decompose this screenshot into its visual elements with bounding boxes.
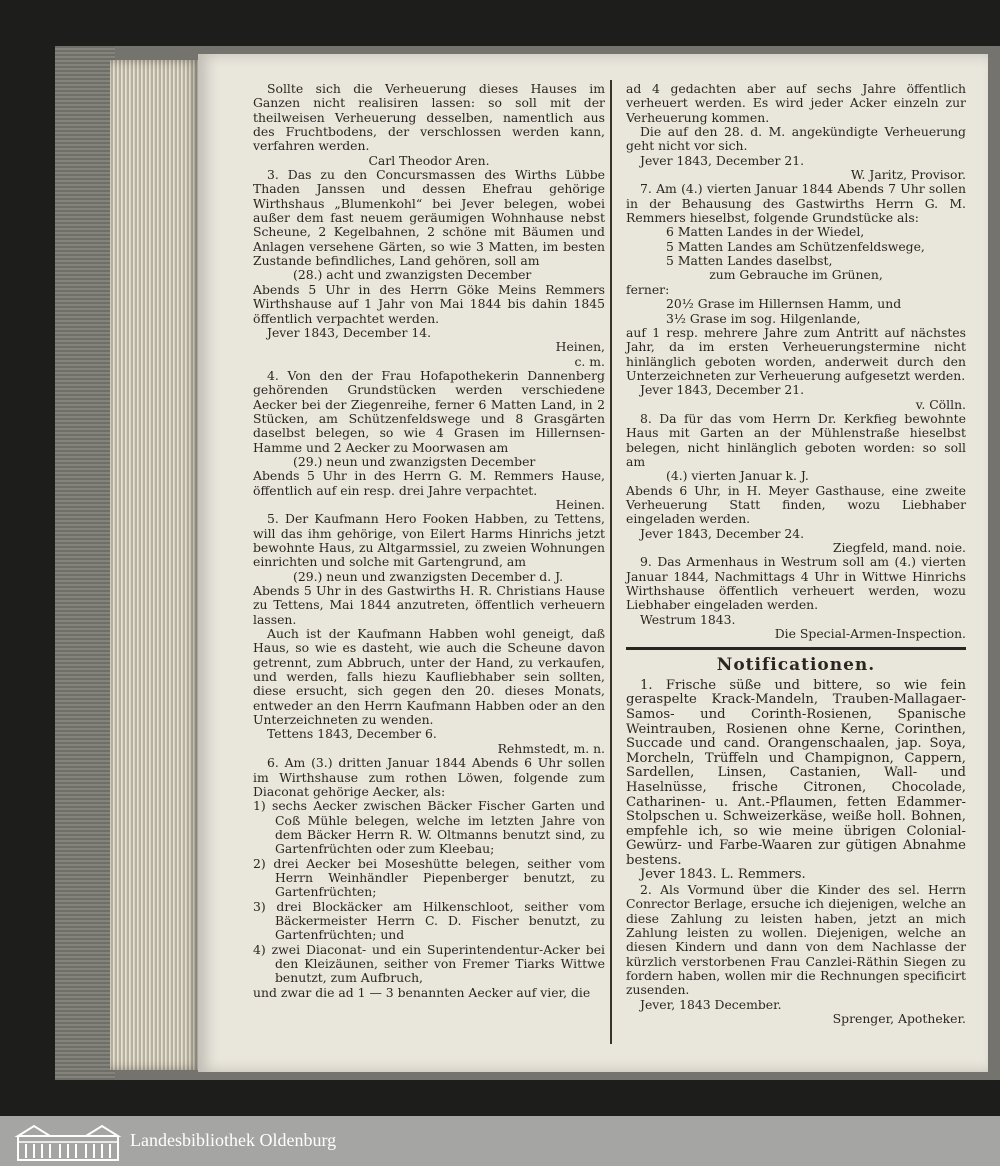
text-paragraph: (29.) neun und zwanzigsten December d. J. xyxy=(293,568,564,584)
text-paragraph: (4.) vierten Januar k. J. xyxy=(666,468,809,484)
page-stack-edges xyxy=(110,60,200,1070)
footer-bar xyxy=(0,1116,1000,1166)
centered-line: Carl Theodor Aren. xyxy=(368,152,490,168)
text-paragraph: Abends 5 Uhr in des Herrn Göke Meins Remmers Wirthshause auf 1 Jahr von Mai 1844 bis dahin 1845 öffentlich verpachtet werden. xyxy=(253,281,605,326)
list-item: 4) zwei Diaconat- und ein Superintendentur-Acker bei den Kleizäunen, seither von Fremer Tiarks Wittwe benutzt, zum Aufbruch, xyxy=(253,941,605,986)
text-paragraph: (28.) acht und zwanzigsten December xyxy=(293,267,532,283)
text-paragraph: 2. Als Vormund über die Kinder des sel. Herrn Conrector Berlage, ersuche ich diejenigen, welche an diese Zahlung zu leisten haben, jetzt an mich Zahlung leisten zu wollen. Diejenigen, welche an diesen Kindern und dann von dem Nachlasse der kürzlich verstorbenen Frau Canzlei-Räthin Siegen zu fordern haben, wollen mir die Rechnungen specificirt zusenden. xyxy=(626,882,966,998)
text-paragraph: ferner: xyxy=(626,281,670,297)
text-paragraph: Jever, 1843 December. xyxy=(640,996,782,1012)
signature-line: Sprenger, Apotheker. xyxy=(832,1011,966,1027)
column-divider xyxy=(610,80,612,1044)
text-paragraph: Westrum 1843. xyxy=(640,611,736,627)
text-paragraph: 4. Von den der Frau Hofapothekerin Dannenberg gehörenden Grundstücken werden verschiedene Aecker bei der Ziegenreihe, ferner 6 Matten Land, in 2 Stücken, am Schützenfeldswege und 8 Grasgärten daselbst belegen, so wie 4 Grasen im Hillernsen-Hamme und 2 Aecker zu Moorwasen am xyxy=(253,367,605,455)
text-paragraph: Jever 1843. L. Remmers. xyxy=(640,867,806,883)
text-paragraph: 1. Frische süße und bittere, so wie fein geraspelte Krack-Mandeln, Trauben-Mallagaer-Samos- und Corinth-Rosienen, Spanische Weintrauben, Rosienen ohne Kerne, Corinthen, Succade und cand. Orangenschaalen, jap. Soya, Morcheln, Trüffeln und Champignon, Cappern, Sardellen, Linsen, Castanien, Wall- und Haselnüsse, frische Citronen, Chocolade, Catharinen- u. Ant.-Pflaumen, fetten Edammer-Stolpschen u. Schweizerkäse, weiße holl. Bohnen, empfehle ich, so wie meine übrigen Colonial- Gewürz- und Farbe-Waaren zur gütigen Abnahme bestens. xyxy=(626,677,966,868)
signature-line: Rehmstedt, m. n. xyxy=(497,740,605,756)
signature-line: Heinen, xyxy=(555,339,605,355)
signature-line: Heinen. xyxy=(555,496,605,512)
document-page xyxy=(198,54,988,1072)
text-paragraph: Jever 1843, December 14. xyxy=(267,324,432,340)
text-paragraph: Abends 6 Uhr, in H. Meyer Gasthause, eine zweite Verheuerung Statt finden, wozu Liebhaber eingeladen werden. xyxy=(626,482,966,527)
text-paragraph: Auch ist der Kaufmann Habben wohl geneigt, daß Haus, so wie es dasteht, wie auch die Scheune davon getrennt, zum Abbruch, unter der Hand, zu verkaufen, und werden, falls hiezu Kaufliebhaber sein sollten, diese ersucht, sich gegen den 20. dieses Monats, entweder an den Herrn Kaufmann Habben oder an den Unterzeichneten zu wenden. xyxy=(253,626,605,728)
signature-line: Die Special-Armen-Inspection. xyxy=(774,626,966,642)
text-paragraph: Abends 5 Uhr in des Herrn G. M. Remmers Hause, öffentlich auf ein resp. drei Jahre verpachtet. xyxy=(253,468,605,498)
text-paragraph: Die auf den 28. d. M. angekündigte Verheuerung geht nicht vor sich. xyxy=(626,124,966,154)
text-paragraph: Abends 5 Uhr in des Gastwirths H. R. Christians Hause zu Tettens, Mai 1844 anzutreten, öffentlich verheuern lassen. xyxy=(253,583,605,627)
text-paragraph: Jever 1843, December 21. xyxy=(640,152,805,168)
text-paragraph: 6. Am (3.) dritten Januar 1844 Abends 6 Uhr sollen im Wirthshause zum rothen Löwen, folgende zum Diaconat gehörige Aecker, als: xyxy=(253,755,605,799)
list-item: 1) sechs Aecker zwischen Bäcker Fischer Garten und Coß Mühle belegen, welche im letzten Jahre von dem Bäcker Herrn R. W. Oltmanns benutzt sind, zu Gartenfrüchten oder zum Kleebau; xyxy=(253,798,605,857)
text-paragraph: (29.) neun und zwanzigsten December xyxy=(293,453,536,469)
signature-line: W. Jaritz, Provisor. xyxy=(850,167,966,183)
signature-line: v. Cölln. xyxy=(915,396,966,412)
text-paragraph: 7. Am (4.) vierten Januar 1844 Abends 7 Uhr sollen in der Behausung des Gastwirths Herrn G. M. Remmers hieselbst, folgende Grundstücke als: xyxy=(626,181,966,226)
text-paragraph: auf 1 resp. mehrere Jahre zum Antritt auf nächstes Jahr, da im ersten Verheuerungstermine nicht hinlänglich geboten worden, anderweit durch den Unterzeichneten zur Verheuerung aufgesetzt werden. xyxy=(626,324,966,383)
library-building-icon xyxy=(14,1120,122,1162)
text-paragraph: Sollte sich die Verheuerung dieses Hauses im Ganzen nicht realisiren lassen: so soll mit der theilweisen Verheuerung desselben, namentlich aus des Fruchtbodens, der verschlossen werden kann, verfahren werden. xyxy=(253,81,605,154)
text-paragraph: 5. Der Kaufmann Hero Fooken Habben, zu Tettens, will das ihm gehörige, von Eilert Harms Hinrichs jetzt bewohnte Haus, zu Altgarmssiel, zu zweien Wohnungen einrichten und solche mit Gartengrund, am xyxy=(253,511,605,570)
text-paragraph: 9. Das Armenhaus in Westrum soll am (4.) vierten Januar 1844, Nachmittags 4 Uhr in Wittwe Hinrichs Wirthshause öffentlich verheuert werden, wozu Liebhaber eingeladen werden. xyxy=(626,554,966,613)
text-paragraph: 8. Da für das vom Herrn Dr. Kerkfieg bewohnte Haus mit Garten an der Mühlenstraße hieselbst belegen, nicht hinlänglich geboten worden: so soll am xyxy=(626,410,966,469)
book-spine-edge xyxy=(55,46,115,1080)
text-paragraph: 3. Das zu den Concursmassen des Wirths Lübbe Thaden Janssen und dessen Ehefrau gehörige Wirthshaus „Blumenkohl“ bei Jever belegen, wobei außer dem fast neuem geräumigen Wohnhause nebst Scheune, 2 Kegelbahnen, 2 schöne mit Bäumen und Anlagen versehene Gärten, so wie 3 Matten, im besten Zustande befindliches, Land gehören, soll am xyxy=(253,167,605,269)
text-paragraph: Jever 1843, December 21. xyxy=(640,382,805,398)
list-item: 2) drei Aecker bei Moseshütte belegen, seither vom Herrn Weinhändler Piepenberger benutzt, zu Gartenfrüchten; xyxy=(253,855,605,900)
text-paragraph: 20½ Grase im Hillernsen Hamm, und xyxy=(666,296,902,312)
section-divider xyxy=(626,647,966,650)
text-paragraph: Jever 1843, December 24. xyxy=(640,525,805,541)
text-paragraph: und zwar die ad 1 — 3 benannten Aecker auf vier, die xyxy=(253,984,591,1000)
text-paragraph: 5 Matten Landes am Schützenfeldswege, xyxy=(666,238,925,254)
library-name: Landesbibliothek Oldenburg xyxy=(130,1130,337,1150)
section-heading: Notificationen. xyxy=(716,655,876,676)
signature-line: c. m. xyxy=(574,353,605,369)
text-paragraph: ad 4 gedachten aber auf sechs Jahre öffentlich verheuert werden. Es wird jeder Acker einzeln zur Verheuerung kommen. xyxy=(626,81,966,125)
text-paragraph: 3½ Grase im sog. Hilgenlande, xyxy=(666,310,861,326)
signature-line: Ziegfeld, mand. noie. xyxy=(832,540,966,555)
centered-line: zum Gebrauche im Grünen, xyxy=(709,267,883,283)
text-paragraph: 5 Matten Landes daselbst, xyxy=(666,253,833,269)
text-paragraph: Tettens 1843, December 6. xyxy=(267,726,437,742)
text-paragraph: 6 Matten Landes in der Wiedel, xyxy=(666,224,865,240)
left-text-column xyxy=(253,82,605,1000)
list-item: 3) drei Blockäcker am Hilkenschloot, seither vom Bäckermeister Herrn C. D. Fischer benutzt, zu Gartenfrüchten; und xyxy=(253,898,605,943)
right-text-column xyxy=(626,82,966,1027)
